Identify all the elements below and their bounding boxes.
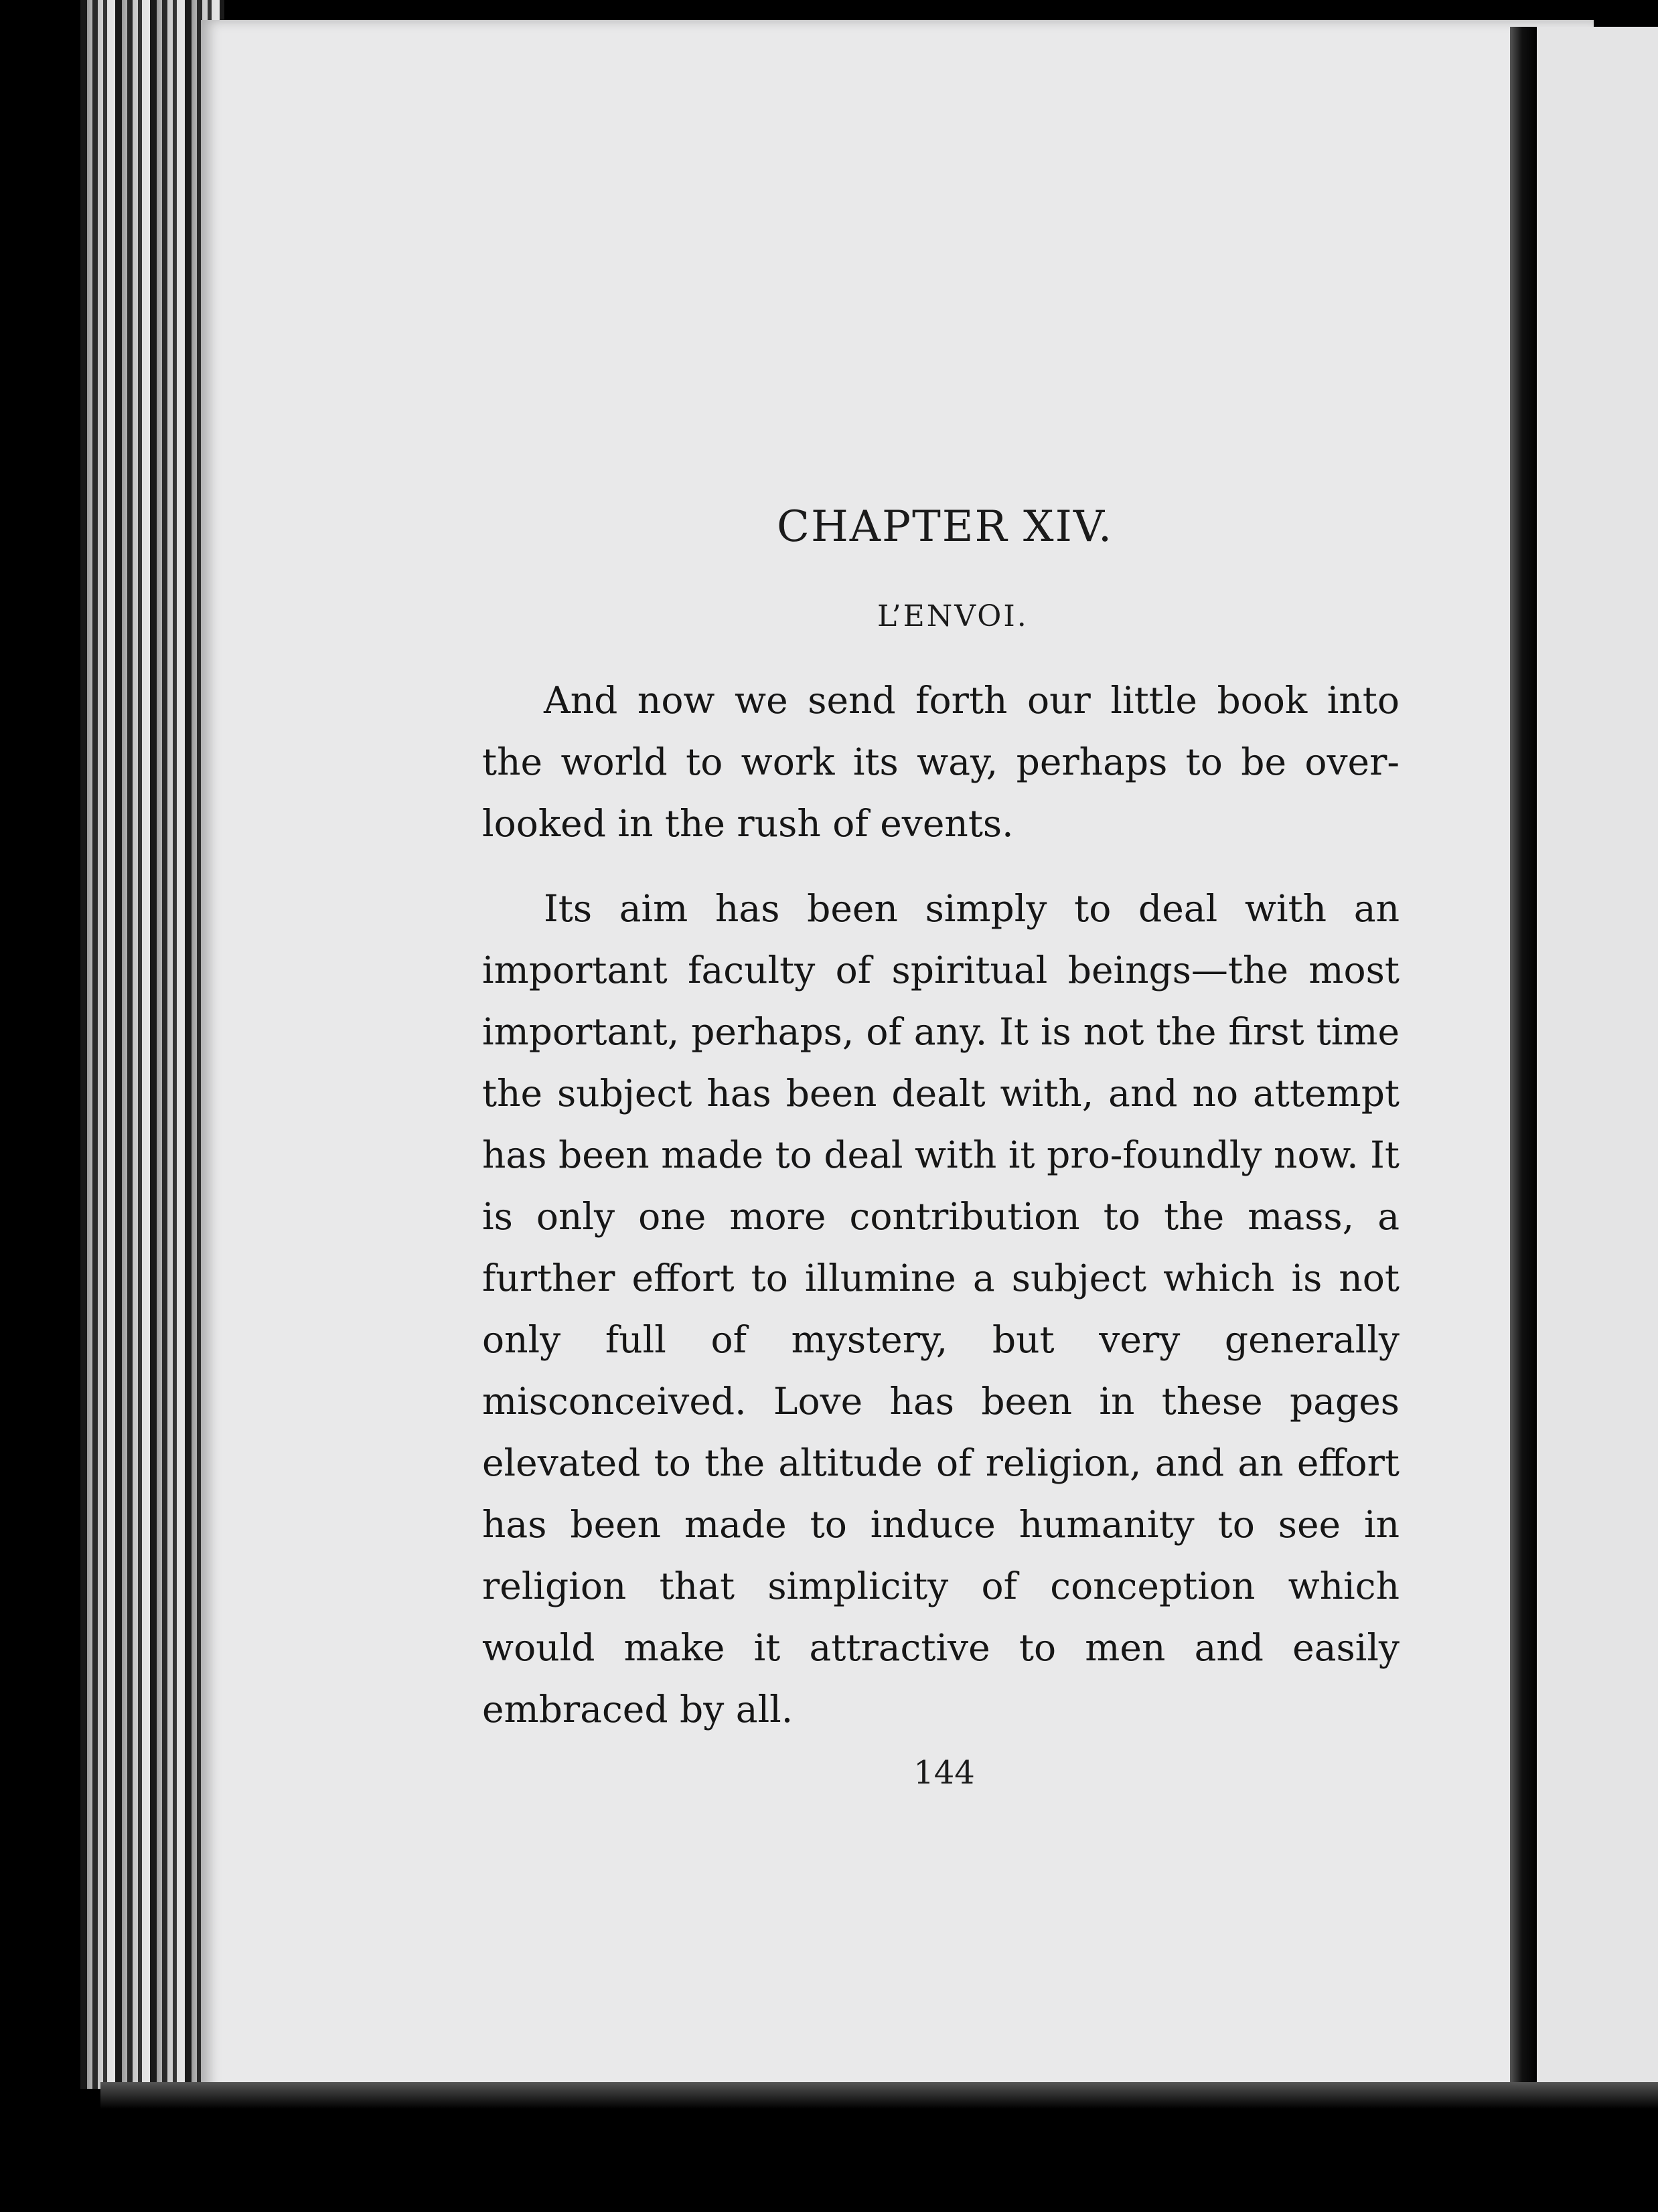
body-text	[482, 669, 1400, 1794]
adjacent-page	[1537, 27, 1658, 2089]
bottom-shadow	[100, 2082, 1658, 2109]
chapter-title: L’ENVOI.	[877, 599, 1029, 633]
page-crease	[1510, 27, 1537, 2096]
paragraph: Its aim has been simply to deal with an important faculty of spiritual beings—the most important, perhaps, of any. It is not the first time the subject has been dealt with, and no attempt has been made to deal with it pro-foundly now. It is only one more contribution to the mass, a further effort to illumine a subject which is not only full of mystery, but very generally misconceived. Love has been in these pages elevated to the altitude of religion, and an effort has been made to induce humanity to see in religion that simplicity of conception which would make it attractive to men and easily embraced by all.	[482, 887, 1400, 1731]
page-number: 144	[913, 1754, 975, 1792]
paragraph: And now we send forth our little book into the world to work its way, perhaps to be over-looked in the rush of events.	[482, 679, 1400, 845]
chapter-heading: CHAPTER XIV.	[777, 502, 1114, 552]
